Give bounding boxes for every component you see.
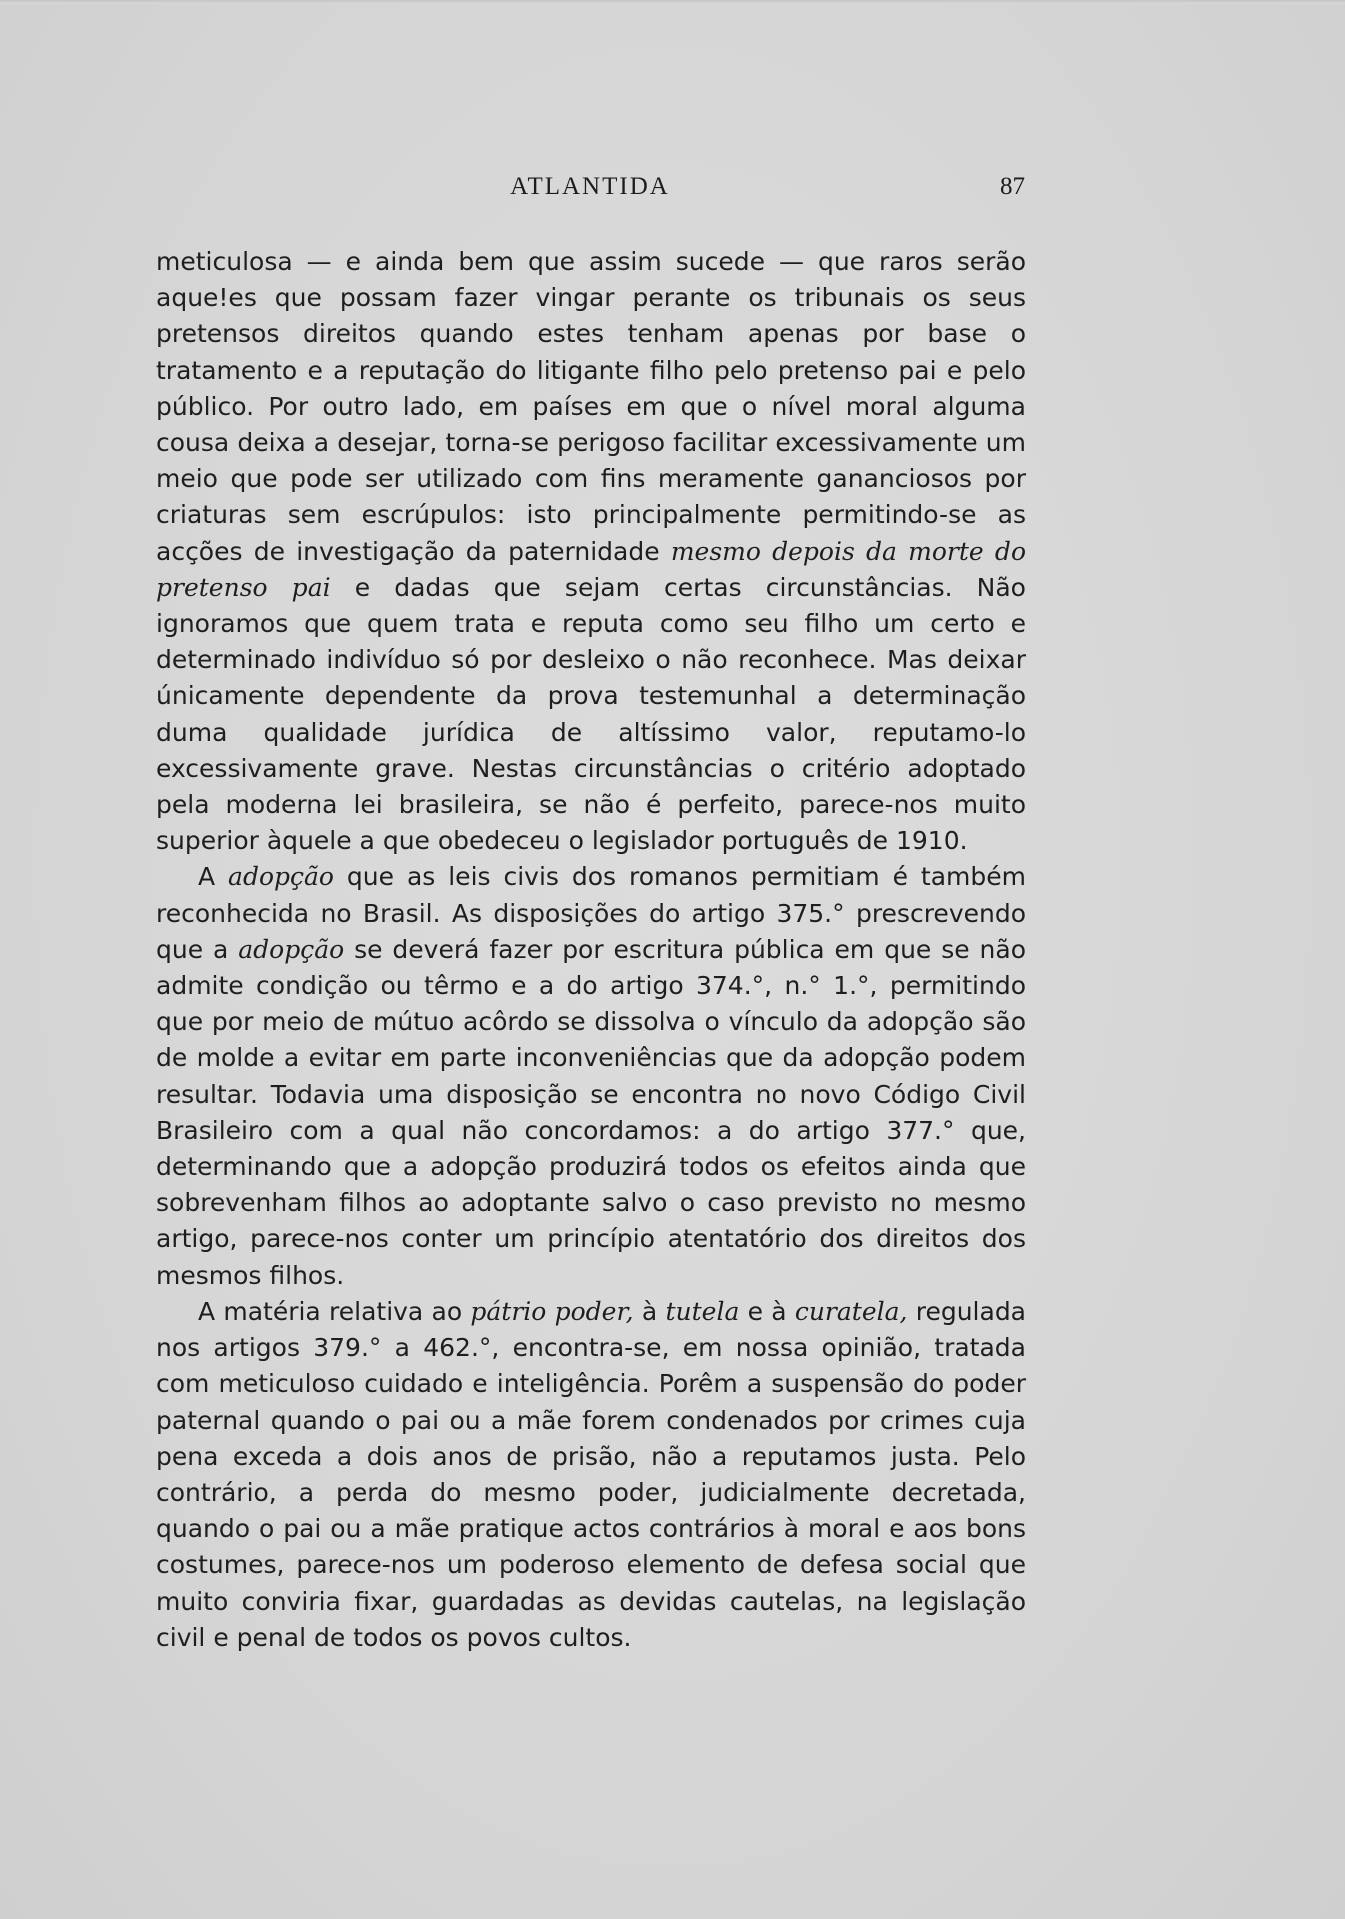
italic-phrase: mesmo depois da morte do pretenso pai <box>156 536 1026 602</box>
text-run: e à <box>739 1296 795 1326</box>
text-run: A <box>198 862 229 892</box>
text-run: A matéria relativa ao <box>198 1296 471 1326</box>
page-top-edge <box>0 0 1345 4</box>
italic-phrase: tutela <box>665 1296 740 1326</box>
paragraph <box>156 1294 1026 1656</box>
running-head <box>155 173 1025 213</box>
text-run: meticulosa — e ainda bem que assim sucede — que raros serão aque!es que possam fazer vingar perante os tribunais os seus pretensos direitos quando estes tenham apenas por base o tratamento e a reputação do litigante filho pelo pretenso pai e pelo público. Por outro lado, em países em que o nível moral alguma cousa deixa a desejar, torna-se perigoso facilitar excessivamente um meio que pode ser utilizado com fins meramente gananciosos por criaturas sem escrúpulos: isto principalmente permitindo-se as acções de investigação da paternidade <box>156 247 1026 566</box>
paragraph <box>156 859 1026 1293</box>
italic-phrase: pátrio poder, <box>470 1296 634 1326</box>
body-text <box>156 244 1026 1656</box>
paragraph <box>156 244 1026 859</box>
page-number: 87 <box>1000 173 1025 200</box>
text-run: que as leis civis dos romanos permitiam é também reconhecida no Brasil. As disposições do artigo 375.° prescrevendo que a <box>156 862 1026 964</box>
text-run: se deverá fazer por escritura pública em que se não admite condição ou têrmo e a do artigo 374.°, n.° 1.°, permitindo que por meio de mútuo acôrdo se dissolva o vínculo da adopção são de molde a evitar em parte inconveniências que da adopção podem resultar. Todavia uma disposição se encontra no novo Código Civil Brasileiro com a qual não concordamos: a do artigo 377.° que, determinando que a adopção produzirá todos os efeitos ainda que sobrevenham filhos ao adoptante salvo o caso previsto no mesmo artigo, parece-nos conter um princípio atentatório dos direitos dos mesmos filhos. <box>156 934 1026 1290</box>
italic-phrase: adopção <box>238 934 345 964</box>
text-run: e dadas que sejam certas circunstâncias. Não ignoramos que quem trata e reputa como seu filho um certo e determinado indivíduo só por desleixo o não reconhece. Mas deixar únicamente dependente da prova testemunhal a determinação duma qualidade jurídica de altíssimo valor, reputamo-lo excessivamente grave. Nestas circunstâncias o critério adoptado pela moderna lei brasileira, se não é perfeito, parece-nos muito superior àquele a que obedeceu o legislador português de 1910. <box>156 572 1026 856</box>
italic-phrase: curatela, <box>794 1296 908 1326</box>
text-run: regulada nos artigos 379.° a 462.°, encontra-se, em nossa opinião, tratada com meticuloso cuidado e inteligência. Porêm a suspensão do poder paternal quando o pai ou a mãe forem condenados por crimes cuja pena exceda a dois anos de prisão, não a reputamos justa. Pelo contrário, a perda do mesmo poder, judicialmente decretada, quando o pai ou a mãe pratique actos contrários à moral e aos bons costumes, parece-nos um poderoso elemento de defesa social que muito conviria fixar, guardadas as devidas cautelas, na legislação civil e penal de todos os povos cultos. <box>156 1296 1027 1652</box>
running-title: ATLANTIDA <box>510 173 670 200</box>
italic-phrase: adopção <box>228 862 334 892</box>
text-run: à <box>633 1296 666 1326</box>
